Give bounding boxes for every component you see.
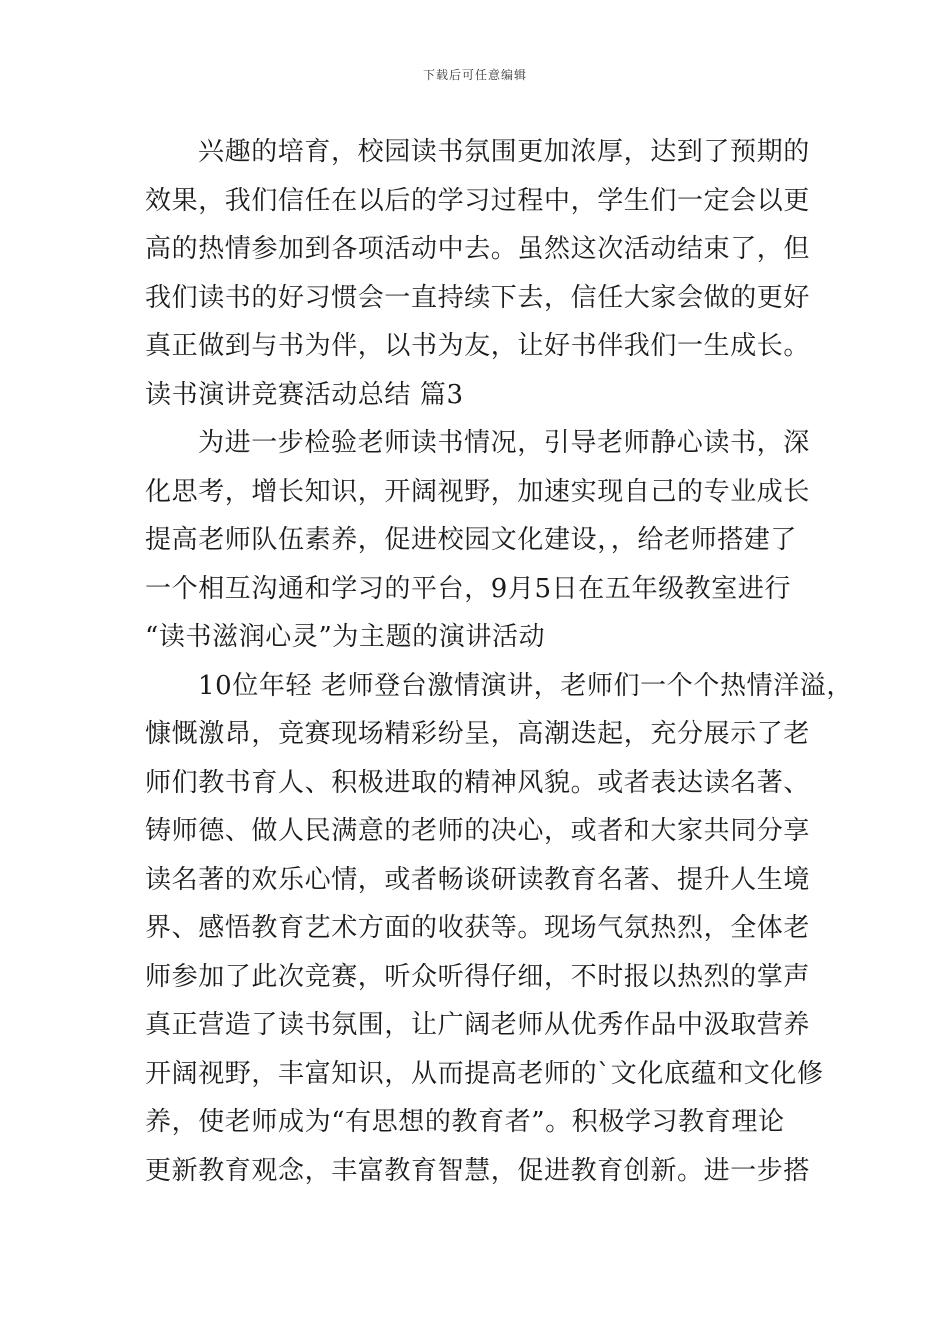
paragraph-line: 铸师德、做人民满意的老师的决心，或者和大家共同分享 bbox=[145, 816, 811, 846]
paragraph-line: 读名著的欢乐心情，或者畅谈研读教育名著、提升人生境 bbox=[145, 864, 811, 895]
paragraph-line: 真正营造了读书氛围，让广阔老师从优秀作品中汲取营养 bbox=[145, 1010, 811, 1040]
paragraph-line: 高的热情参加到各项活动中去。虽然这次活动结束了，但 bbox=[145, 234, 811, 264]
paragraph-line: 兴趣的培育，校园读书氛围更加浓厚，达到了预期的 bbox=[198, 137, 810, 167]
paragraph-line: 10位年轻 老师登台激情演讲，老师们一个个热情洋溢， bbox=[198, 670, 853, 701]
paragraph-line: 师参加了此次竞赛，听众听得仔细，不时报以热烈的掌声 bbox=[145, 961, 811, 992]
paragraph-line: 提高老师队伍素养，促进校园文化建设，，给老师搭建了 bbox=[145, 525, 798, 555]
page-header: 下载后可任意编辑 bbox=[422, 68, 527, 82]
paragraph-line: 更新教育观念，丰富教育智慧，促进教育创新。进一步搭 bbox=[145, 1155, 811, 1186]
paragraph-line: 一个相互沟通和学习的平台，9月5日在五年级教室进行 bbox=[145, 573, 792, 604]
paragraph-line: 我们读书的好习惯会一直持续下去，信任大家会做的更好 bbox=[145, 282, 811, 313]
paragraph-line: 真正做到与书为伴，以书为友，让好书伴我们一生成长。 bbox=[145, 331, 811, 361]
paragraph-line: 开阔视野，丰富知识，从而提高老师的`文化底蕴和文化修 bbox=[145, 1058, 824, 1089]
document-body bbox=[145, 128, 853, 1195]
paragraph-line: 界、感悟教育艺术方面的收获等。现场气氛热烈，全体老 bbox=[145, 913, 811, 943]
paragraph-line: 为进一步检验老师读书情况，引导老师静心读书，深 bbox=[198, 428, 810, 458]
paragraph-line: 化思考，增长知识，开阔视野，加速实现自己的专业成长 bbox=[145, 476, 811, 507]
paragraph-line: 效果，我们信任在以后的学习过程中，学生们一定会以更 bbox=[145, 185, 811, 216]
paragraph-line: 师们教书育人、积极进取的精神风貌。或者表达读名著、 bbox=[145, 767, 811, 798]
section-heading: 读书演讲竞赛活动总结 篇3 bbox=[145, 379, 464, 410]
paragraph-line: 慷慨激昂，竞赛现场精彩纷呈，高潮迭起，充分展示了老 bbox=[145, 719, 811, 749]
paragraph-line: 养，使老师成为“有思想的教育者”。积极学习教育理论 bbox=[145, 1107, 785, 1137]
paragraph-line: “读书滋润心灵”为主题的演讲活动 bbox=[145, 622, 546, 652]
